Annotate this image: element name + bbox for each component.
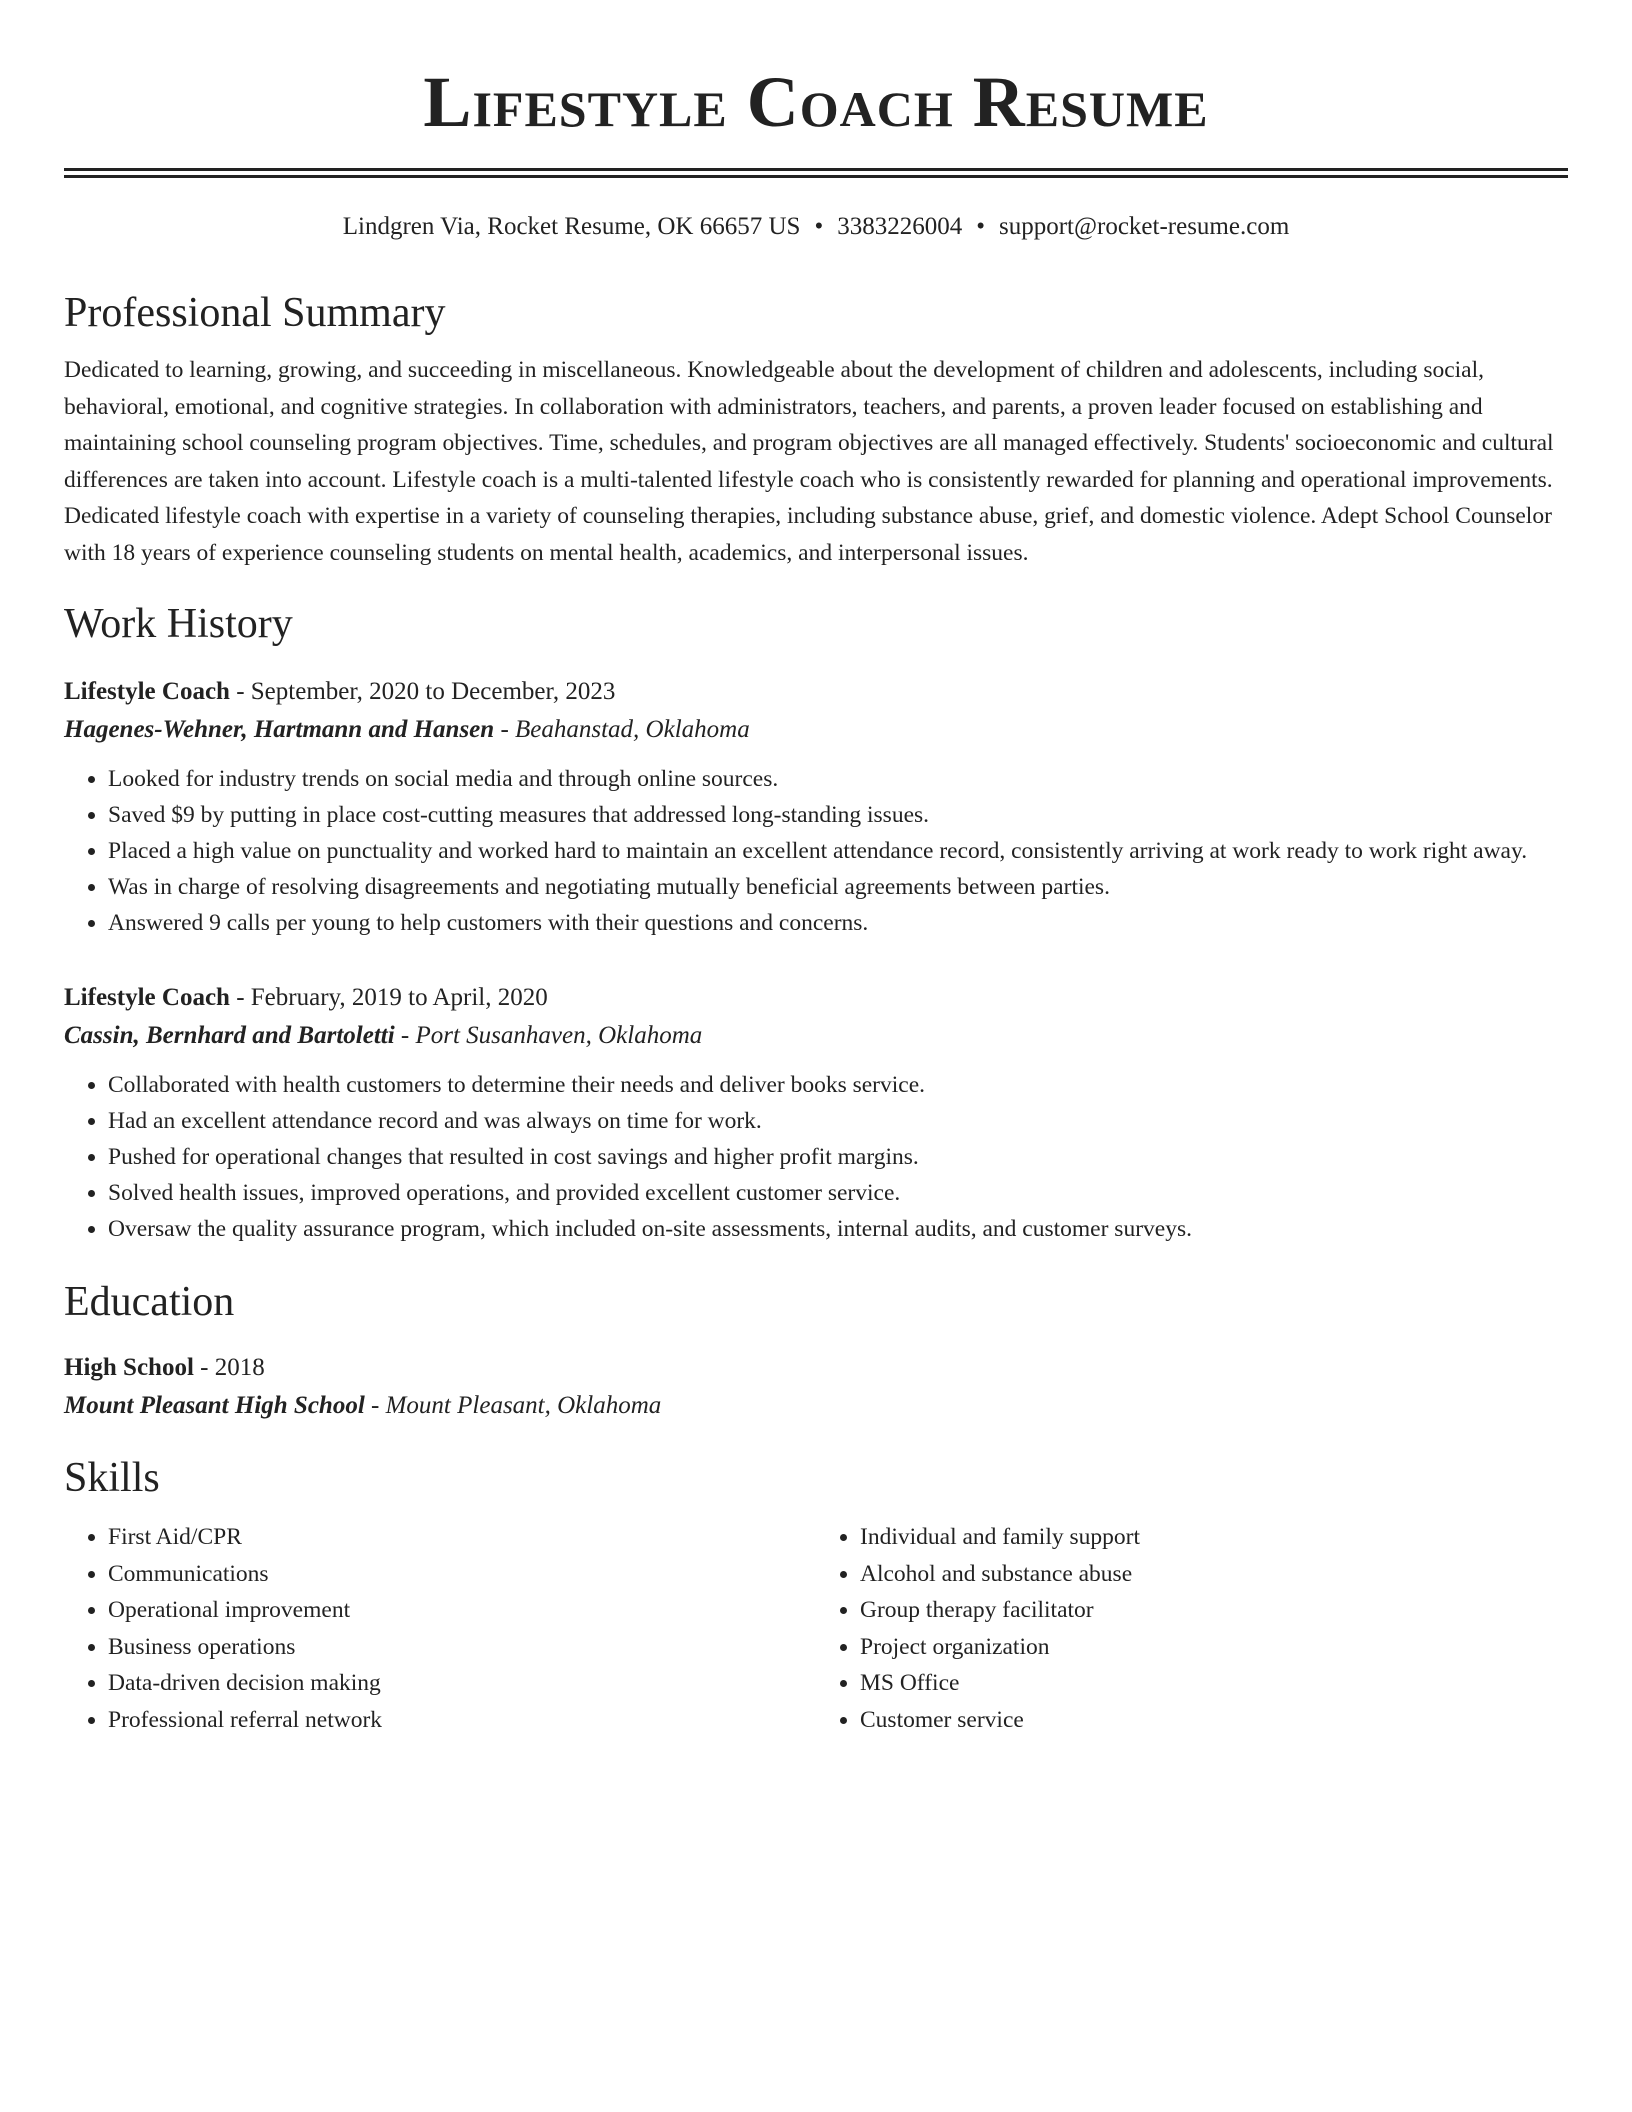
- skills-list-right: [816, 1519, 1568, 1738]
- job-dates: - September, 2020 to December, 2023: [229, 678, 616, 705]
- skills-section: [64, 1451, 1568, 1738]
- education-degree-line: [64, 1349, 1568, 1387]
- work-history-heading: Work History: [64, 601, 293, 647]
- job-location: - Beahanstad, Oklahoma: [494, 716, 750, 743]
- job-role: Lifestyle Coach: [64, 678, 230, 705]
- job-dates: - February, 2019 to April, 2020: [229, 984, 548, 1011]
- job-bullet-list: [64, 761, 1568, 941]
- contact-phone: 3383226004: [837, 213, 963, 240]
- list-item: • Placed a high value on punctuality and worked hard to maintain an excellent attendance record, consistently arriving at work ready to work right away.: [108, 833, 1568, 869]
- skills-list-left: [64, 1519, 816, 1738]
- page-title: Lifestyle Coach Resume: [423, 62, 1209, 142]
- skill-item: • Project organization: [860, 1629, 1568, 1666]
- job-role: Lifestyle Coach: [64, 984, 230, 1011]
- skill-item: • Group therapy facilitator: [860, 1592, 1568, 1629]
- skill-item: • Customer service: [860, 1702, 1568, 1739]
- skill-item: • Business operations: [108, 1629, 816, 1666]
- skill-item: • Data-driven decision making: [108, 1665, 816, 1702]
- contact-email: support@rocket-resume.com: [998, 213, 1290, 240]
- job-title-line: [64, 673, 1568, 711]
- job-location: - Port Susanhaven, Oklahoma: [394, 1022, 703, 1049]
- list-item: • Collaborated with health customers to determine their needs and deliver books service.: [108, 1067, 1568, 1103]
- education-heading: Education: [64, 1279, 235, 1325]
- list-item: • Had an excellent attendance record and was always on time for work.: [108, 1103, 1568, 1139]
- skill-item: • Communications: [108, 1556, 816, 1593]
- contact-separator: •: [814, 213, 824, 240]
- work-history-section: [64, 597, 1568, 1247]
- title-double-rule: [64, 168, 1568, 178]
- summary-heading: Professional Summary: [64, 290, 446, 336]
- skill-item: • Professional referral network: [108, 1702, 816, 1739]
- job-entry: [64, 673, 1568, 941]
- education-school-line: [64, 1387, 1568, 1425]
- list-item: • Answered 9 calls per young to help customers with their questions and concerns.: [108, 905, 1568, 941]
- contact-separator: •: [976, 213, 985, 240]
- list-item: • Oversaw the quality assurance program, which included on-site assessments, internal audits, and customer surveys.: [108, 1211, 1568, 1247]
- job-bullet-list: [64, 1067, 1568, 1247]
- job-company-line: [64, 1017, 1568, 1055]
- job-company-line: [64, 711, 1568, 749]
- contact-line: [64, 210, 1568, 244]
- skill-item: • Operational improvement: [108, 1592, 816, 1629]
- list-item: • Looked for industry trends on social media and through online sources.: [108, 761, 1568, 797]
- contact-address: Lindgren Via, Rocket Resume, OK 66657 US: [342, 213, 801, 240]
- summary-text: Dedicated to learning, growing, and succeeding in miscellaneous. Knowledgeable about the development of children and adolescents, including social, behavioral, emotional, and cognitive strategies. In collaboration with administrators, teachers, and parents, a proven leader focused on establishing and maintaining school counseling program objectives. Time, schedules, and program objectives are all managed effectively. Students' socioeconomic and cultural differences are taken into account. Lifestyle coach is a multi-talented lifestyle coach who is consistently rewarded for planning and operational improvements. Dedicated lifestyle coach with expertise in a variety of counseling therapies, including substance abuse, grief, and domestic violence. Adept School Counselor with 18 years of experience counseling students on mental health, academics, and interpersonal issues.: [64, 357, 1554, 566]
- job-company: Hagenes-Wehner, Hartmann and Hansen: [64, 716, 495, 743]
- education-school: Mount Pleasant High School: [64, 1392, 365, 1419]
- skills-heading: Skills: [64, 1455, 160, 1501]
- skill-item: • Alcohol and substance abuse: [860, 1556, 1568, 1593]
- list-item: • Pushed for operational changes that resulted in cost savings and higher profit margins.: [108, 1139, 1568, 1175]
- summary-section: [64, 286, 1568, 571]
- skill-item: • First Aid/CPR: [108, 1519, 816, 1556]
- skill-item: • Individual and family support: [860, 1519, 1568, 1556]
- education-entry: [64, 1349, 1568, 1425]
- education-degree: High School: [64, 1354, 194, 1381]
- job-entry: [64, 979, 1568, 1247]
- education-section: [64, 1275, 1568, 1425]
- job-title-line: [64, 979, 1568, 1017]
- job-company: Cassin, Bernhard and Bartoletti: [64, 1022, 395, 1049]
- list-item: • Was in charge of resolving disagreements and negotiating mutually beneficial agreements between parties.: [108, 869, 1568, 905]
- education-year: - 2018: [193, 1354, 265, 1381]
- skill-item: • MS Office: [860, 1665, 1568, 1702]
- skills-columns: [64, 1519, 1568, 1738]
- list-item: • Saved $9 by putting in place cost-cutting measures that addressed long-standing issues.: [108, 797, 1568, 833]
- list-item: • Solved health issues, improved operations, and provided excellent customer service.: [108, 1175, 1568, 1211]
- education-location: - Mount Pleasant, Oklahoma: [364, 1392, 662, 1419]
